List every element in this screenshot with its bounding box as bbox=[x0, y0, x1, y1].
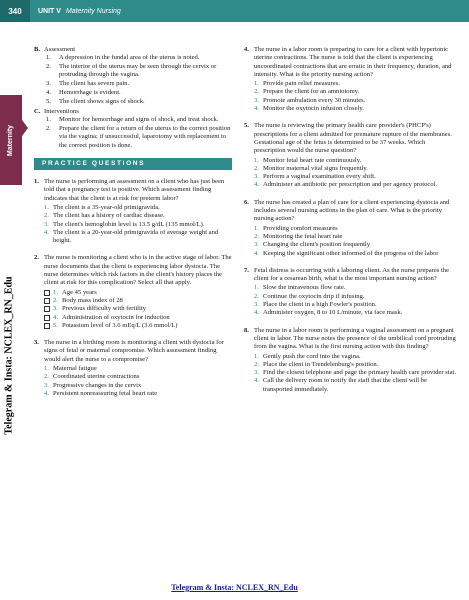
option-number: 1. bbox=[254, 156, 259, 164]
question-body bbox=[44, 178, 232, 245]
question-stem: The nurse in a labor room is preparing to care for a client with hypertonic uterine contractions. The nurse is told that the client is experiencing uncoordinated contractions that are erratic in their frequency, duration, and intensity. What is the priority nursing action? bbox=[254, 46, 452, 78]
page-header bbox=[0, 0, 469, 22]
option-text: Age 45 years bbox=[62, 288, 97, 296]
right-column bbox=[244, 46, 456, 403]
checkbox-icon bbox=[44, 306, 50, 312]
option-number: 3. bbox=[254, 173, 259, 181]
list-item bbox=[46, 98, 232, 106]
list-item-text: Monitor for hemorrhage and signs of shock, and treat shock. bbox=[59, 116, 219, 124]
answer-option bbox=[254, 301, 456, 309]
question-number: 6. bbox=[244, 198, 249, 206]
answer-option bbox=[254, 369, 456, 377]
answer-option bbox=[254, 157, 456, 165]
questions-right bbox=[244, 46, 456, 394]
question-body bbox=[254, 122, 456, 189]
option-text: Continue the oxytocin drip if infusing. bbox=[263, 292, 365, 300]
list-item-text: Prepare the client for a return of the uterus to the correct position via the vagina; if unsuccessful, laparotomy with replacement to the correct position is done. bbox=[59, 125, 231, 149]
answer-option bbox=[254, 80, 456, 88]
answer-option bbox=[44, 382, 232, 390]
answer-option bbox=[44, 204, 232, 212]
answer-option bbox=[254, 353, 456, 361]
list-item bbox=[46, 63, 232, 80]
option-number: 1. bbox=[254, 284, 259, 292]
list-item-text: A depression in the fundal area of the uterus is noted. bbox=[59, 54, 200, 62]
answer-option bbox=[44, 390, 232, 398]
question-body bbox=[254, 267, 456, 318]
answer-option bbox=[254, 88, 456, 96]
subject-label: Maternity Nursing bbox=[65, 7, 121, 15]
list-item-text: The interior of the uterus may be seen through the cervix or protruding through the vagina. bbox=[59, 63, 217, 79]
option-text: Coordinated uterine contractions bbox=[53, 373, 140, 381]
option-number: 4. bbox=[44, 228, 49, 236]
option-text: Find the closest telephone and page the primary health care provider stat. bbox=[263, 369, 456, 377]
side-tab-label: Maternity bbox=[7, 124, 15, 156]
option-number: 1. bbox=[53, 288, 58, 296]
option-text: Providing comfort measures bbox=[263, 224, 338, 232]
option-text: Slow the intravenous flow rate. bbox=[263, 284, 346, 292]
list-item-number: 2. bbox=[46, 63, 51, 71]
question bbox=[244, 46, 456, 113]
answer-option bbox=[254, 105, 456, 113]
option-number: 2. bbox=[254, 360, 259, 368]
answer-option bbox=[254, 181, 456, 189]
option-text: Keeping the significant other informed of the progress of the labor bbox=[263, 249, 439, 257]
answer-option bbox=[44, 289, 232, 297]
answer-option bbox=[44, 221, 232, 229]
option-text: Monitor maternal vital signs frequently. bbox=[263, 164, 368, 172]
option-number: 1. bbox=[254, 352, 259, 360]
option-text: Perform a vaginal examination every shift. bbox=[263, 173, 376, 181]
question-number: 2. bbox=[34, 254, 39, 262]
answer-option bbox=[44, 229, 232, 246]
option-number: 3. bbox=[44, 381, 49, 389]
answer-option bbox=[254, 377, 456, 394]
option-text: Prepare the client for an amniotomy. bbox=[263, 88, 360, 96]
checkbox-icon bbox=[44, 290, 50, 296]
answer-option bbox=[254, 165, 456, 173]
option-text: Administer an antibiotic per prescription and per agency protocol. bbox=[263, 181, 438, 189]
question-body bbox=[254, 327, 456, 394]
answer-option bbox=[44, 314, 232, 322]
option-number: 3. bbox=[44, 220, 49, 228]
answer-option bbox=[254, 284, 456, 292]
option-text: Potassium level of 3.6 mEq/L (3.6 mmol/L) bbox=[62, 321, 178, 329]
question bbox=[244, 327, 456, 394]
option-number: 1. bbox=[44, 203, 49, 211]
question bbox=[34, 178, 232, 245]
option-number: 4. bbox=[254, 105, 259, 113]
option-number: 5. bbox=[53, 321, 58, 329]
interventions-list bbox=[46, 116, 232, 150]
answer-option bbox=[44, 322, 232, 330]
list-item-number: 4. bbox=[46, 88, 51, 96]
option-text: Call the delivery room to notify the staff that the client will be transported immediately. bbox=[263, 377, 427, 393]
chapter-side-tab bbox=[0, 95, 22, 185]
assessment-section bbox=[34, 46, 232, 106]
question-body bbox=[254, 199, 456, 258]
question-body bbox=[44, 254, 232, 330]
list-item bbox=[46, 125, 232, 150]
answer-option bbox=[254, 293, 456, 301]
question-stem: The nurse is monitoring a client who is in the active stage of labor. The nurse documents that the client is experiencing labor dystocia. The nurse determines which risk factors in the client's history places the client at risk for this complication? Select all that apply. bbox=[44, 254, 232, 287]
option-number: 4. bbox=[254, 377, 259, 385]
list-item bbox=[46, 54, 232, 62]
list-item bbox=[46, 80, 232, 88]
question bbox=[34, 339, 232, 398]
question-number: 4. bbox=[244, 46, 249, 53]
option-text: Administration of oxytocin for induction bbox=[62, 313, 170, 321]
option-number: 4. bbox=[53, 313, 58, 321]
answer-option bbox=[254, 233, 456, 241]
question-number: 7. bbox=[244, 266, 249, 274]
interventions-section bbox=[34, 108, 232, 150]
question-number: 5. bbox=[244, 122, 249, 130]
checkbox-icon bbox=[44, 298, 50, 304]
option-number: 2. bbox=[254, 292, 259, 300]
question bbox=[244, 122, 456, 189]
option-number: 3. bbox=[254, 96, 259, 104]
option-number: 3. bbox=[254, 301, 259, 309]
option-number: 2. bbox=[44, 212, 49, 220]
option-text: The client is a 35-year-old primigravida. bbox=[53, 203, 160, 211]
option-number: 2. bbox=[254, 232, 259, 240]
question bbox=[244, 199, 456, 258]
answer-option bbox=[44, 373, 232, 381]
list-item-number: 1. bbox=[46, 54, 51, 62]
question-stem: The nurse is reviewing the primary health care provider's (PHCP's) prescriptions for a client admitted for premature rupture of the membranes. Gestational age of the fetus is determined to be 37 weeks. Which prescription would the nurse question? bbox=[254, 122, 452, 155]
option-number: 1. bbox=[254, 80, 259, 88]
questions-left bbox=[34, 178, 232, 398]
question-stem: The nurse has created a plan of care for a client experiencing dystocia and includes several nursing actions in the plan of care. What is the priority nursing action? bbox=[254, 198, 450, 223]
question-stem: The nurse in a labor room is performing a vaginal assessment on a pregnant client in labor. The nurse notes the presence of the umbilical cord protruding from the vagina. What is the first nursing action with this finding? bbox=[254, 326, 456, 351]
list-item bbox=[46, 89, 232, 97]
practice-questions-title: PRACTICE QUESTIONS bbox=[42, 159, 146, 167]
side-watermark bbox=[2, 250, 16, 460]
list-item-number: 5. bbox=[46, 97, 51, 105]
option-number: 4. bbox=[254, 249, 259, 257]
option-text: Place the client in a high Fowler's position. bbox=[263, 301, 377, 309]
question-body bbox=[44, 339, 232, 398]
option-text: The client is a 20-year-old primigravida of average weight and height. bbox=[53, 228, 219, 245]
option-text: Persistent nonreassuring fetal heart rate bbox=[53, 389, 157, 397]
interventions-title: Interventions bbox=[44, 108, 79, 116]
checkbox-icon bbox=[44, 323, 50, 329]
option-text: The client's hemoglobin level is 13.5 g/dL (135 mmol/L). bbox=[53, 220, 205, 228]
practice-questions-header bbox=[34, 158, 232, 170]
question-stem: The nurse in a birthing room is monitoring a client with dystocia for signs of fetal or maternal compromise. Which assessment finding would alert the nurse to a compromise? bbox=[44, 339, 224, 363]
question-stem: Fetal distress is occurring with a laboring client. As the nurse prepares the client for a cesarean birth, what is the most important nursing action? bbox=[254, 266, 450, 283]
answer-option bbox=[254, 225, 456, 233]
side-watermark-text: Telegram & Insta: NCLEX_RN_Edu bbox=[3, 275, 15, 435]
option-text: Promote ambulation every 30 minutes. bbox=[263, 96, 366, 104]
left-column bbox=[34, 46, 232, 407]
option-text: Gently push the cord into the vagina. bbox=[263, 352, 361, 360]
option-number: 3. bbox=[254, 241, 259, 249]
answer-option bbox=[254, 241, 456, 249]
side-tab-arrow-icon bbox=[22, 120, 28, 136]
answer-option bbox=[254, 97, 456, 105]
option-text: Monitor fetal heart rate continuously. bbox=[263, 156, 362, 164]
list-item-text: Hemorrhage is evident. bbox=[59, 88, 121, 96]
option-text: Monitoring the fetal heart rate bbox=[263, 232, 343, 240]
option-number: 1. bbox=[44, 365, 49, 372]
assessment-letter: B. bbox=[34, 46, 41, 53]
option-number: 2. bbox=[254, 88, 259, 96]
option-text: Maternal fatigue bbox=[53, 365, 97, 372]
option-number: 4. bbox=[44, 389, 49, 397]
question bbox=[244, 267, 456, 318]
list-item-text: The client shows signs of shock. bbox=[59, 97, 145, 105]
answer-option bbox=[254, 173, 456, 181]
interventions-letter: C. bbox=[34, 108, 41, 116]
option-number: 3. bbox=[53, 305, 58, 313]
option-text: Changing the client's position frequently bbox=[263, 241, 371, 249]
assessment-list bbox=[46, 54, 232, 106]
answer-option bbox=[254, 309, 456, 317]
question-stem: The nurse is performing an assessment on a client who has just been told that a pregnancy test is positive. Which assessment finding indicates that the client is at risk for preterm labor? bbox=[44, 178, 225, 202]
option-number: 2. bbox=[44, 373, 49, 381]
unit-label: UNIT V bbox=[38, 7, 61, 15]
question bbox=[34, 254, 232, 330]
option-text: Monitor the oxytocin infusion closely. bbox=[263, 105, 364, 113]
assessment-title: Assessment bbox=[44, 46, 76, 53]
option-text: Provide pain relief measures. bbox=[263, 80, 340, 88]
answer-option bbox=[44, 297, 232, 305]
option-text: The client has a history of cardiac disease. bbox=[53, 212, 165, 220]
question-body bbox=[254, 46, 456, 113]
option-text: Previous difficulty with fertility bbox=[62, 305, 146, 313]
question-number: 1. bbox=[34, 178, 39, 186]
list-item-number: 2. bbox=[46, 125, 51, 133]
option-text: Place the client in Trendelenburg's position. bbox=[263, 360, 379, 368]
option-text: Administer oxygen, 8 to 10 L/minute, via face mask. bbox=[263, 309, 403, 317]
option-text: Progressive changes in the cervix bbox=[53, 381, 142, 389]
list-item-number: 3. bbox=[46, 80, 51, 88]
page-number: 340 bbox=[0, 0, 30, 22]
answer-option bbox=[254, 361, 456, 369]
list-item bbox=[46, 116, 232, 124]
answer-option bbox=[44, 305, 232, 313]
answer-option bbox=[44, 365, 232, 373]
checkbox-icon bbox=[44, 315, 50, 321]
question-number: 3. bbox=[34, 339, 39, 347]
option-number: 4. bbox=[254, 181, 259, 189]
question-number: 8. bbox=[244, 326, 249, 334]
answer-option bbox=[44, 212, 232, 220]
option-number: 1. bbox=[254, 224, 259, 232]
footer-watermark: Telegram & Insta: NCLEX_RN_Edu bbox=[171, 583, 298, 592]
option-number: 3. bbox=[254, 369, 259, 377]
option-number: 2. bbox=[53, 296, 58, 304]
option-text: Body mass index of 28 bbox=[62, 296, 123, 304]
answer-option bbox=[254, 250, 456, 258]
option-number: 4. bbox=[254, 309, 259, 317]
list-item-text: The client has severe pain. bbox=[59, 80, 130, 88]
list-item-number: 1. bbox=[46, 116, 51, 124]
option-number: 2. bbox=[254, 164, 259, 172]
